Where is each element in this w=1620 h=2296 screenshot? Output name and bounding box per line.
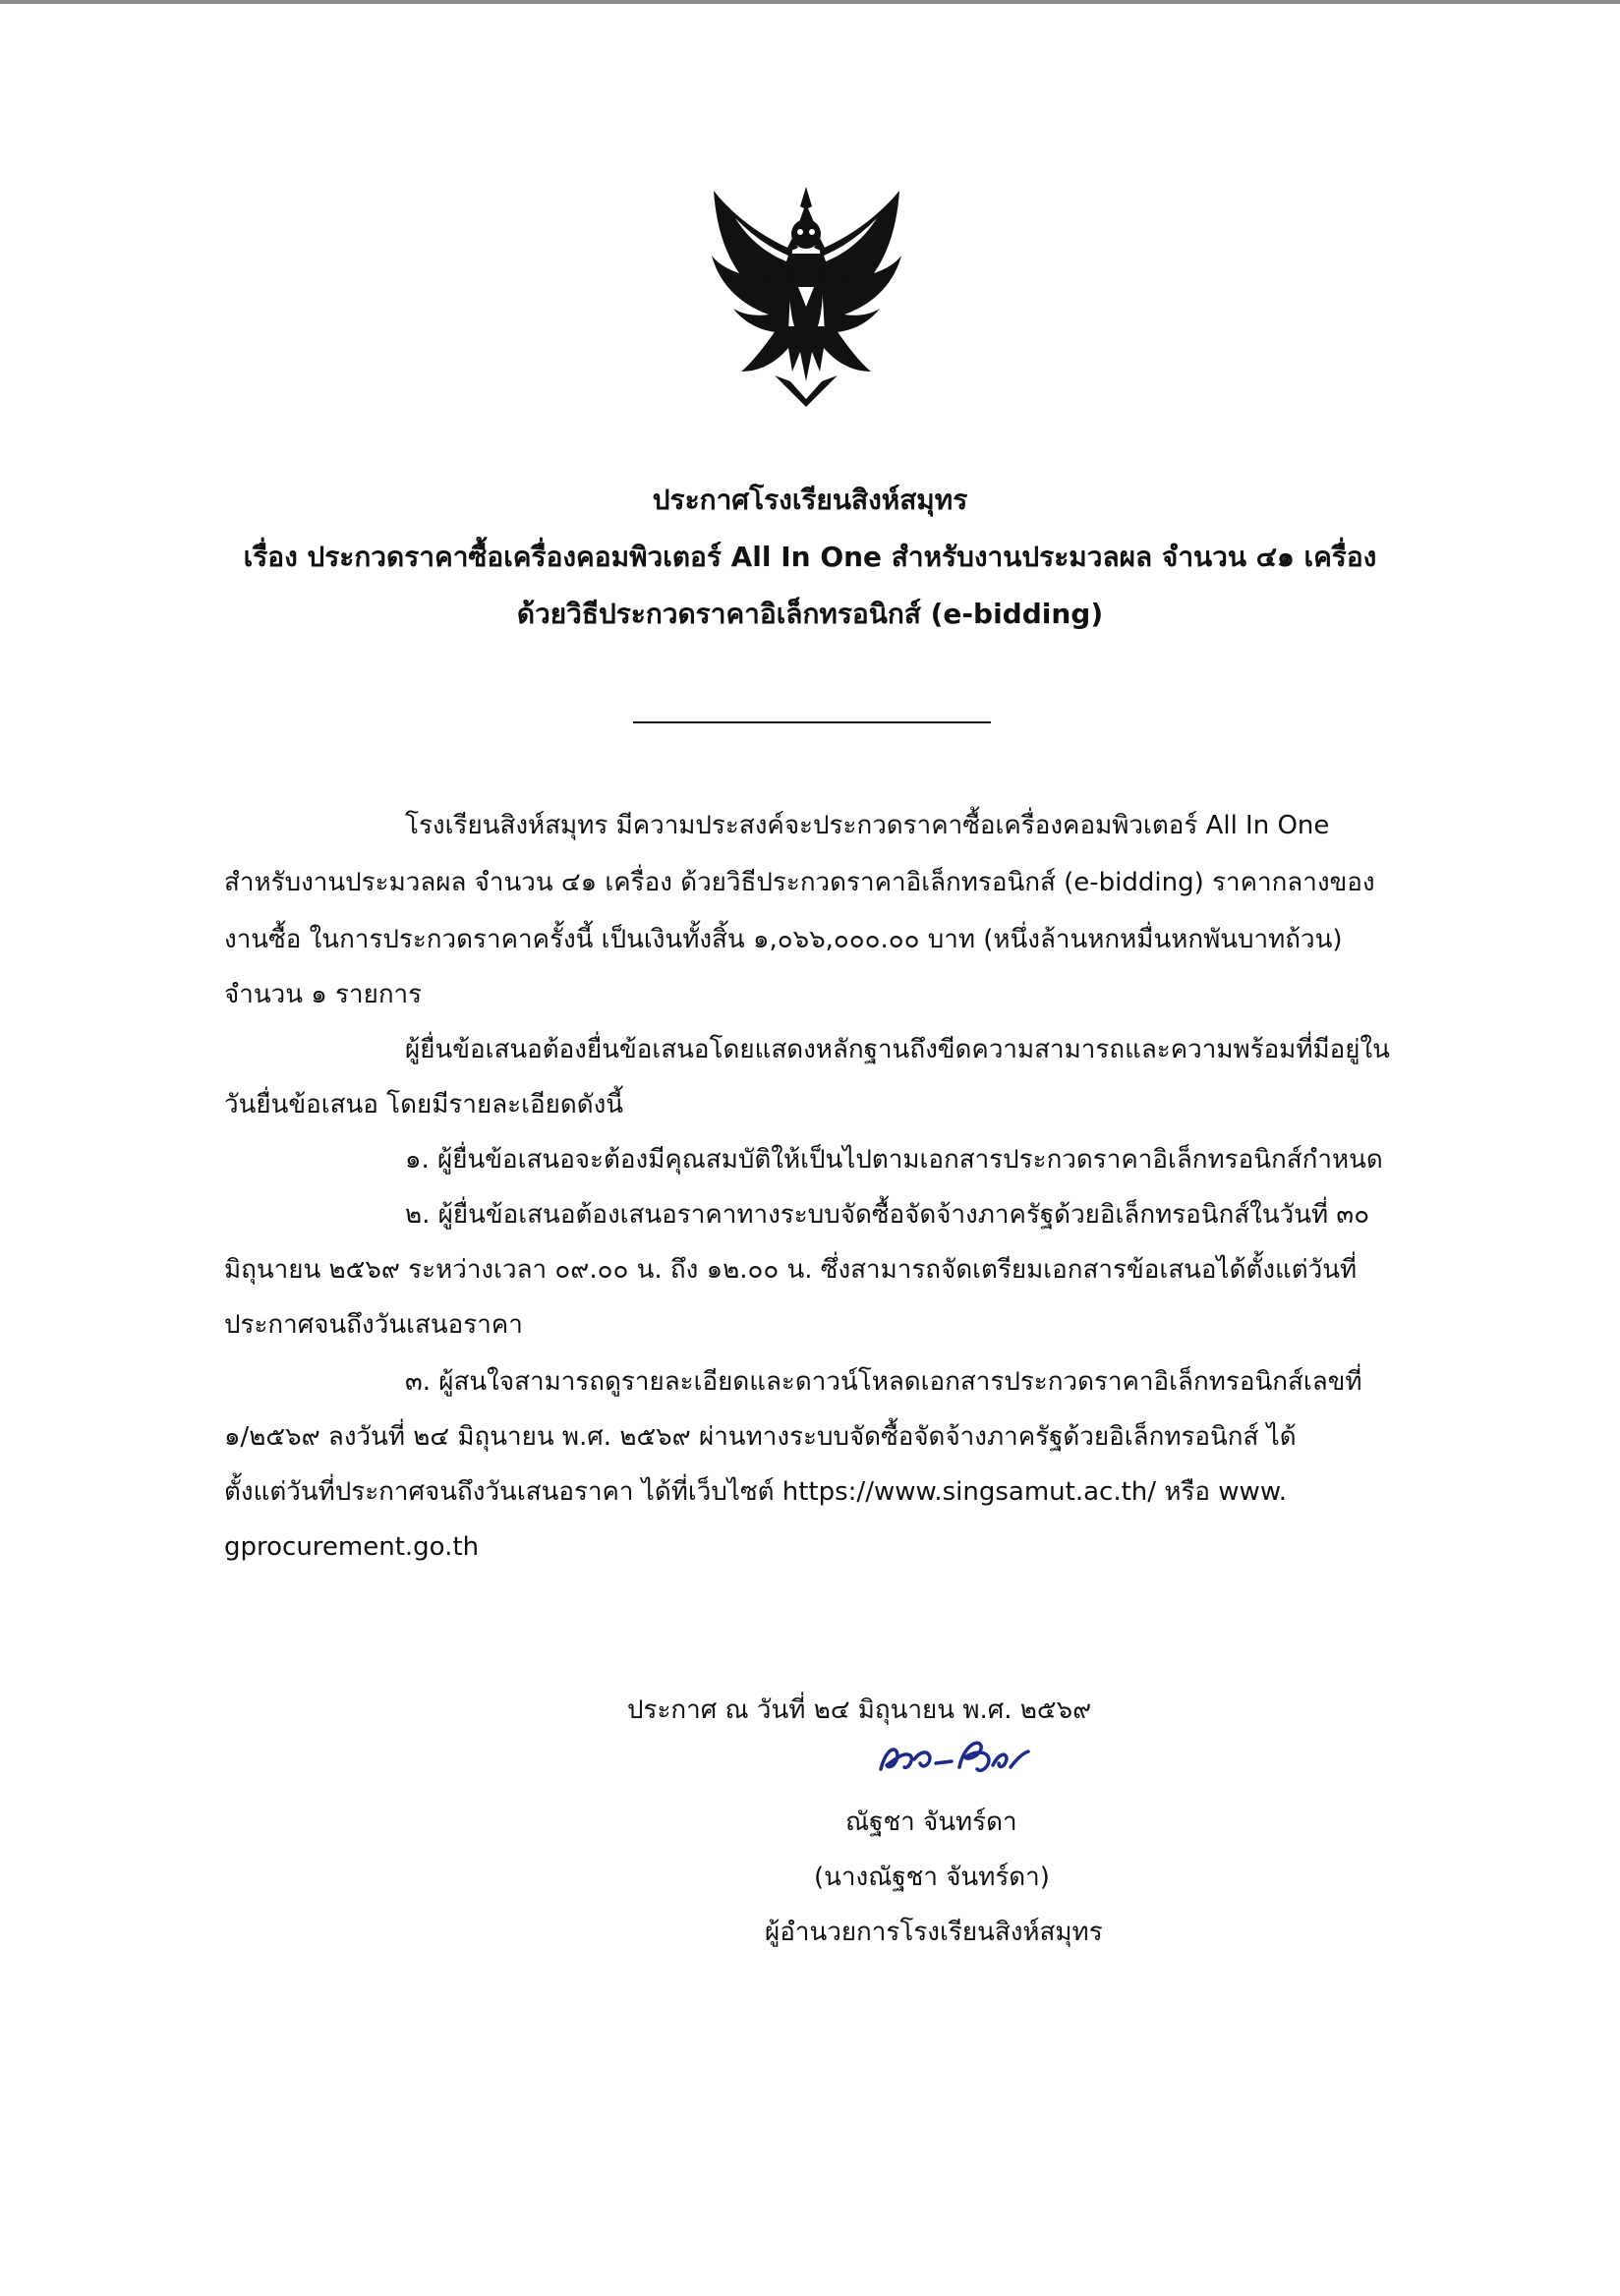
paragraph-1-line-4: จำนวน ๑ รายการ	[224, 980, 423, 1009]
list-item-3-line-3: ตั้งแต่วันที่ประกาศจนถึงวันเสนอราคา ได้ที่เว็บไซต์ https://www.singsamut.ac.th/ หรือ www.	[224, 1477, 1287, 1507]
signer-position: ผู้อำนวยการโรงเรียนสิงห์สมุทร	[765, 1918, 1103, 1947]
list-item-1: ๑. ผู้ยื่นข้อเสนอจะต้องมีคุณสมบัติให้เป็นไปตามเอกสารประกวดราคาอิเล็กทรอนิกส์กำหนด	[405, 1145, 1383, 1175]
document-subject: เรื่อง ประกวดราคาซื้อเครื่องคอมพิวเตอร์ All In One สำหรับงานประมวลผล จำนวน ๔๑ เครื่อง	[243, 541, 1377, 573]
paragraph-2-line-1: ผู้ยื่นข้อเสนอต้องยื่นข้อเสนอโดยแสดงหลักฐานถึงขีดความสามารถและความพร้อมที่มีอยู่ใน	[405, 1035, 1390, 1064]
list-item-2-line-3: ประกาศจนถึงวันเสนอราคา	[224, 1310, 523, 1340]
list-item-3-line-4: gprocurement.go.th	[224, 1532, 480, 1562]
paragraph-1-line-2: สำหรับงานประมวลผล จำนวน ๔๑ เครื่อง ด้วยวิธีประกวดราคาอิเล็กทรอนิกส์ (e-bidding) ราคากลางของ	[224, 868, 1375, 897]
paragraph-1-line-1: โรงเรียนสิงห์สมุทร มีความประสงค์จะประกวดราคาซื้อเครื่องคอมพิวเตอร์ All In One	[405, 811, 1330, 840]
list-item-2-line-2: มิถุนายน ๒๕๖๙ ระหว่างเวลา ๐๙.๐๐ น. ถึง ๑๒.๐๐ น. ซึ่งสามารถจัดเตรียมเอกสารข้อเสนอได้ตั้งแต่วันที่	[224, 1255, 1358, 1285]
list-item-2-line-1: ๒. ผู้ยื่นข้อเสนอต้องเสนอราคาทางระบบจัดซื้อจัดจ้างภาครัฐด้วยอิเล็กทรอนิกส์ในวันที่ ๓๐	[405, 1200, 1370, 1230]
paragraph-1-line-3: งานซื้อ ในการประกวดราคาครั้งนี้ เป็นเงินทั้งสิ้น ๑,๐๖๖,๐๐๐.๐๐ บาท (หนึ่งล้านหกหมื่นหกพันบาทถ้วน)	[224, 925, 1343, 954]
list-item-3-line-2: ๑/๒๕๖๙ ลงวันที่ ๒๔ มิถุนายน พ.ศ. ๒๕๖๙ ผ่านทางระบบจัดซื้อจัดจ้างภาครัฐด้วยอิเล็กทรอนิกส์ ได้	[224, 1422, 1297, 1452]
document-title: ประกาศโรงเรียนสิงห์สมุทร	[652, 484, 968, 516]
signer-full-name: (นางณัฐชา จันทร์ดา)	[814, 1863, 1050, 1892]
announcement-date: ประกาศ ณ วันที่ ๒๔ มิถุนายน พ.ศ. ๒๕๖๙	[627, 1695, 1092, 1725]
handwritten-signature	[875, 1730, 1032, 1787]
signer-name: ณัฐชา จันทร์ดา	[845, 1808, 1017, 1837]
procurement-method: ด้วยวิธีประกวดราคาอิเล็กทรอนิกส์ (e-bidding)	[516, 598, 1104, 630]
garuda-emblem	[706, 179, 907, 407]
paragraph-2-line-2: วันยื่นข้อเสนอ โดยมีรายละเอียดดังนี้	[224, 1090, 624, 1119]
title-divider	[633, 721, 991, 723]
list-item-3-line-1: ๓. ผู้สนใจสามารถดูรายละเอียดและดาวน์โหลดเอกสารประกวดราคาอิเล็กทรอนิกส์เลขที่	[405, 1367, 1362, 1397]
